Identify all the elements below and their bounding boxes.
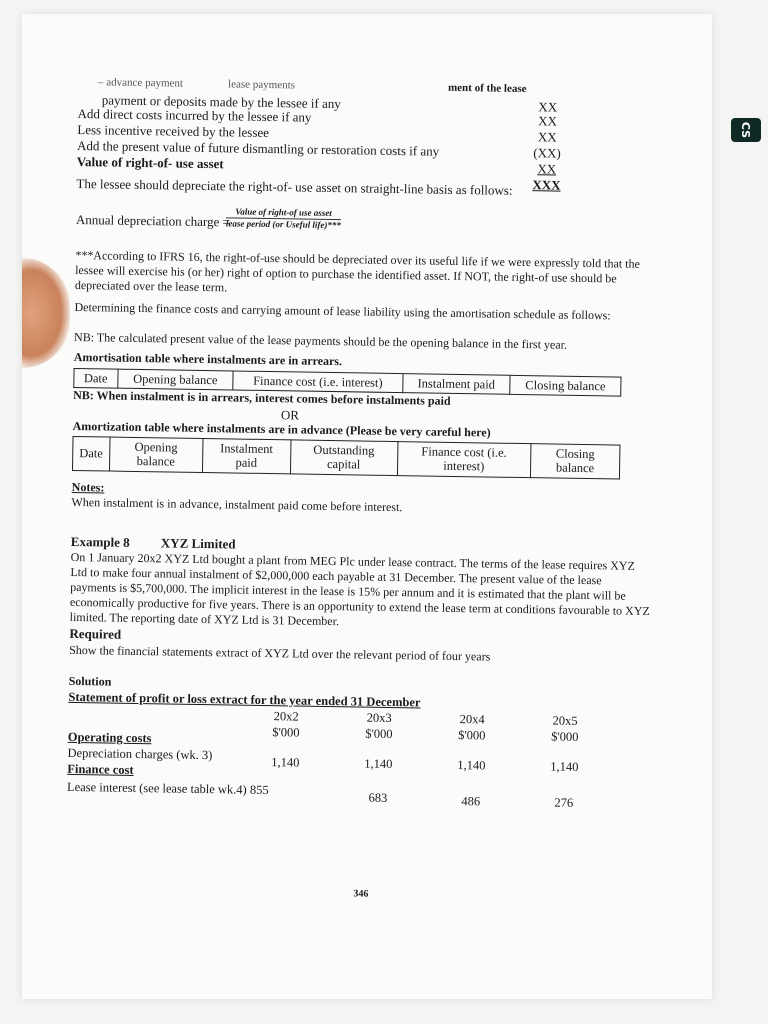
- advance-header-instalment: Instalment paid: [202, 439, 290, 474]
- schedule-amount-direct-costs: XX: [538, 113, 558, 129]
- arrears-header-closing: Closing balance: [510, 375, 621, 396]
- advance-header-closing: Closing balance: [530, 444, 620, 479]
- interest-value: 683: [368, 790, 388, 805]
- schedule-row-direct-costs: Add direct costs incurred by the lessee if any: [77, 105, 312, 125]
- interest-value: 855: [249, 782, 269, 798]
- unit-label: $'000: [272, 724, 300, 740]
- advance-amount: XX: [538, 99, 558, 115]
- schedule-amount-dismantling: (XX): [533, 145, 561, 161]
- year-col-3: [437, 712, 507, 744]
- depreciation-value: 1,140: [271, 755, 300, 770]
- interest-value: 276: [554, 795, 574, 810]
- advance-header-opening: Opening balance: [109, 437, 203, 472]
- schedule-amount-incentive: XX: [537, 129, 557, 145]
- depreciation-value: 1,140: [550, 759, 579, 774]
- arrears-nb: NB: When instalment is in arrears, interest comes before instalments paid: [73, 387, 451, 408]
- depreciation-value: 1,140: [364, 756, 393, 772]
- solution-title: Solution: [68, 673, 112, 689]
- notes-title: Notes:: [71, 479, 105, 495]
- advance-title: Amortization table where instalments are in advance (Please be very careful here): [72, 418, 491, 440]
- nb-present-value: NB: The calculated present value of the lease payments should be the opening balance in the first year.: [73, 329, 568, 352]
- year-col-1: [251, 709, 321, 741]
- top-partial-mid: lease payments: [227, 78, 296, 92]
- formula-numerator: Value of right-of use asset: [226, 206, 341, 220]
- finance-cost-label: Finance cost: [67, 761, 134, 777]
- example-number: Example 8: [70, 533, 130, 550]
- or-text: OR: [280, 407, 300, 423]
- depreciation-label: Depreciation charges (wk. 3): [67, 745, 213, 763]
- cs-badge-text: CS: [739, 121, 753, 139]
- required-text: Show the financial statements extract of XYZ Ltd over the relevant period of four years: [69, 642, 491, 664]
- required-title: Required: [69, 625, 122, 642]
- cs-badge[interactable]: [731, 118, 761, 142]
- year-label: 20x4: [459, 712, 485, 727]
- arrears-header-instalment: Instalment paid: [402, 374, 510, 395]
- depreciation-value: 1,140: [457, 758, 486, 773]
- determining-text: Determining the finance costs and carrying amount of lease liability using the amortisation schedule as follows:: [74, 299, 611, 323]
- advance-header-finance: Finance cost (i.e. interest): [397, 442, 531, 478]
- total-amount: XXX: [532, 177, 561, 193]
- formula-denominator: lease period (or Useful life)***: [225, 218, 341, 231]
- formula-fraction: [226, 206, 341, 231]
- advance-header-date: Date: [72, 436, 109, 470]
- schedule-amount-rou-value: XX: [537, 161, 557, 177]
- advance-line: payment or deposits made by the lessee if any: [101, 92, 341, 112]
- example-body: On 1 January 20x2 XYZ Ltd bought a plant from MEG Plc under lease contract. The terms of the lease requires XYZ Ltd to make four annual instalment of $2,000,000 each payable at 31 December. The present value of the lease payments is $5,700,000. The implicit interest in the lease is 15% per annum and it is estimated that the plant will be economically productive for five years. There is an opportunity to extend the lease term at conditions favourable to XYZ limited. The reporting date of XYZ Ltd is 31 December.: [69, 549, 650, 629]
- year-col-4: [530, 713, 600, 745]
- notes-text: When instalment is in advance, instalment paid come before interest.: [71, 494, 403, 515]
- year-col-2: [344, 710, 414, 742]
- arrears-header-finance: Finance cost (i.e. interest): [233, 371, 403, 393]
- unit-label: $'000: [551, 729, 579, 744]
- page-number: 346: [353, 888, 369, 900]
- arrears-header-date: Date: [74, 368, 118, 388]
- formula-label: Annual depreciation charge =: [75, 211, 231, 230]
- top-partial-left: – advance payment: [97, 76, 184, 90]
- schedule-row-incentive: Less incentive received by the lessee: [77, 121, 270, 141]
- year-label: 20x5: [552, 713, 578, 728]
- schedule-row-dismantling: Add the present value of future dismantling or restoration costs if any: [76, 137, 440, 159]
- advance-header-outstanding: Outstanding capital: [290, 440, 397, 475]
- top-partial-right: ment of the lease: [447, 81, 527, 96]
- arrears-title: Amortisation table where instalments are in arrears.: [73, 349, 343, 369]
- depreciation-intro: The lessee should depreciate the right-of- use asset on straight-line basis as follows:: [76, 175, 513, 198]
- unit-label: $'000: [365, 726, 393, 741]
- statement-title: Statement of profit or loss extract for the year ended 31 December: [68, 689, 421, 710]
- example-company: XYZ Limited: [160, 535, 236, 552]
- ifrs-note: ***According to IFRS 16, the right-of-use should be depreciated over its useful life if we were expressly told that the lessee will exercise his (or her) right of option to purchase the identified asset. If NOT, the right-of use should be depreciated over the lease term.: [74, 247, 640, 295]
- operating-costs-label: Operating costs: [67, 729, 152, 746]
- interest-value: 486: [461, 794, 481, 809]
- schedule-row-rou-value: Value of right-of- use asset: [76, 153, 224, 172]
- interest-label: Lease interest (see lease table wk.4): [66, 779, 247, 797]
- year-label: 20x2: [273, 709, 299, 724]
- unit-label: $'000: [458, 727, 486, 743]
- arrears-header-opening: Opening balance: [117, 369, 233, 390]
- year-label: 20x3: [366, 710, 392, 726]
